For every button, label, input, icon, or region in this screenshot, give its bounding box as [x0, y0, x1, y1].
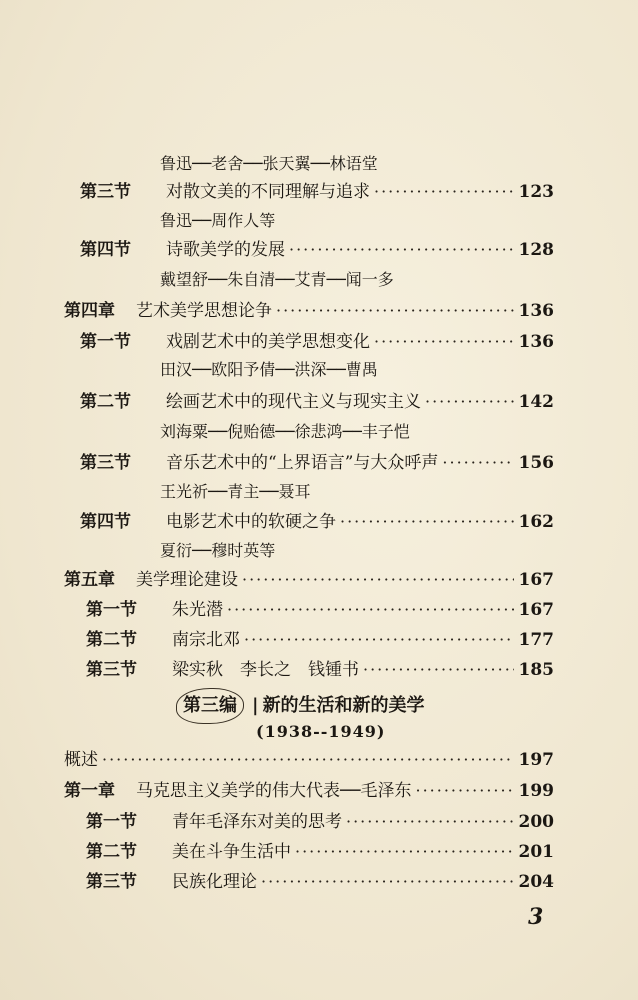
entry-page: 136 [518, 332, 554, 352]
leader-dots [244, 626, 514, 654]
entry-page: 204 [518, 872, 554, 892]
entry-page: 128 [518, 240, 554, 260]
part-divider: | [252, 695, 259, 716]
leader-dots [346, 808, 514, 836]
entry-label: 第二节 [80, 392, 131, 412]
toc-entry-p3-ch1[interactable] [64, 777, 554, 805]
entry-label: 第一章 [64, 781, 115, 801]
entry-title: 马克思主义美学的伟大代表──毛泽东 [136, 781, 412, 801]
names-line-7 [160, 537, 275, 565]
part-years: (1938--1949) [256, 722, 386, 741]
leader-dots [276, 297, 514, 325]
leader-dots [289, 236, 514, 264]
entry-label: 第四章 [64, 301, 115, 321]
entry-title: 民族化理论 [172, 872, 257, 892]
leader-dots [425, 388, 514, 416]
leader-dots [261, 868, 514, 896]
leader-dots [415, 777, 514, 805]
toc-entry-ch4-s4[interactable] [80, 508, 554, 536]
toc-entry-ch4-s2[interactable] [80, 388, 554, 416]
entry-page: 177 [518, 630, 554, 650]
entry-title: 青年毛泽东对美的思考 [172, 812, 342, 832]
entry-page: 200 [518, 812, 554, 832]
entry-label: 第一节 [80, 332, 131, 352]
entry-title: 美学理论建设 [136, 570, 238, 590]
leader-dots [340, 508, 514, 536]
leader-dots [442, 449, 514, 477]
entry-title: 对散文美的不同理解与追求 [166, 182, 370, 202]
entry-page: 142 [518, 392, 554, 412]
toc-entry-sec3[interactable] [80, 178, 554, 206]
entry-label: 第四节 [80, 512, 131, 532]
entry-title: 南宗北邓 [172, 630, 240, 650]
entry-title: 艺术美学思想论争 [136, 301, 272, 321]
entry-label: 第五章 [64, 570, 115, 590]
entry-title: 绘画艺术中的现代主义与现实主义 [166, 392, 421, 412]
toc-entry-ch4-s3[interactable] [80, 449, 554, 477]
names-text: 戴望舒──朱自清──艾青──闻一多 [160, 270, 394, 289]
entry-title: 戏剧艺术中的美学思想变化 [166, 332, 370, 352]
entry-title: 音乐艺术中的“上界语言”与大众呼声 [166, 453, 439, 473]
entry-title: 概述 [64, 750, 98, 770]
entry-page: 197 [518, 750, 554, 770]
toc-entry-ch5[interactable] [64, 566, 554, 594]
names-text: 鲁迅──老舍──张天翼──林语堂 [160, 154, 378, 173]
entry-label: 第二节 [86, 630, 137, 650]
names-text: 王光祈──青主──聂耳 [160, 482, 311, 501]
leader-dots [102, 746, 514, 774]
entry-title: 梁实秋 李长之 钱锺书 [172, 660, 359, 680]
entry-label: 第三节 [86, 872, 137, 892]
page-number: 3 [528, 904, 544, 930]
entry-page: 162 [518, 512, 554, 532]
entry-page: 167 [518, 570, 554, 590]
toc-entry-ch4-s1[interactable] [80, 328, 554, 356]
leader-dots [363, 656, 514, 684]
entry-label: 第四节 [80, 240, 131, 260]
part-label: 第三编 [176, 688, 244, 724]
names-line-3 [160, 266, 394, 294]
entry-page: 123 [518, 182, 554, 202]
names-line-2 [160, 207, 275, 235]
entry-title: 诗歌美学的发展 [166, 240, 285, 260]
leader-dots [374, 328, 514, 356]
entry-page: 185 [518, 660, 554, 680]
names-line-4 [160, 356, 378, 384]
entry-page: 201 [518, 842, 554, 862]
names-text: 夏衍──穆时英等 [160, 541, 276, 560]
toc-entry-ch5-s1[interactable] [86, 596, 554, 624]
leader-dots [374, 178, 514, 206]
names-text: 鲁迅──周作人等 [160, 211, 276, 230]
entry-label: 第三节 [86, 660, 137, 680]
entry-title: 电影艺术中的软硬之争 [166, 512, 336, 532]
entry-label: 第三节 [80, 453, 131, 473]
part-header[interactable] [176, 688, 425, 724]
toc-entry-ch5-s3[interactable] [86, 656, 554, 684]
part-title: 新的生活和新的美学 [262, 695, 425, 716]
entry-page: 136 [518, 301, 554, 321]
toc-entry-p3-s2[interactable] [86, 838, 554, 866]
entry-label: 第三节 [80, 182, 131, 202]
toc-entry-ch4[interactable] [64, 297, 554, 325]
leader-dots [227, 596, 514, 624]
toc-entry-ch5-s2[interactable] [86, 626, 554, 654]
toc-entry-p3-s1[interactable] [86, 808, 554, 836]
entry-label: 第一节 [86, 600, 137, 620]
entry-title: 美在斗争生活中 [172, 842, 291, 862]
entry-label: 第二节 [86, 842, 137, 862]
entry-page: 167 [518, 600, 554, 620]
leader-dots [295, 838, 514, 866]
toc-entry-overview[interactable] [64, 746, 554, 774]
names-line-1 [160, 150, 378, 178]
toc-entry-p3-s3[interactable] [86, 868, 554, 896]
entry-page: 156 [518, 453, 554, 473]
toc-entry-sec4[interactable] [80, 236, 554, 264]
leader-dots [242, 566, 514, 594]
names-line-6 [160, 478, 311, 506]
names-text: 刘海粟──倪贻德──徐悲鸿──丰子恺 [160, 422, 410, 441]
entry-page: 199 [518, 781, 554, 801]
entry-title: 朱光潜 [172, 600, 223, 620]
names-text: 田汉──欧阳予倩──洪深──曹禺 [160, 360, 378, 379]
entry-label: 第一节 [86, 812, 137, 832]
names-line-5 [160, 418, 410, 446]
